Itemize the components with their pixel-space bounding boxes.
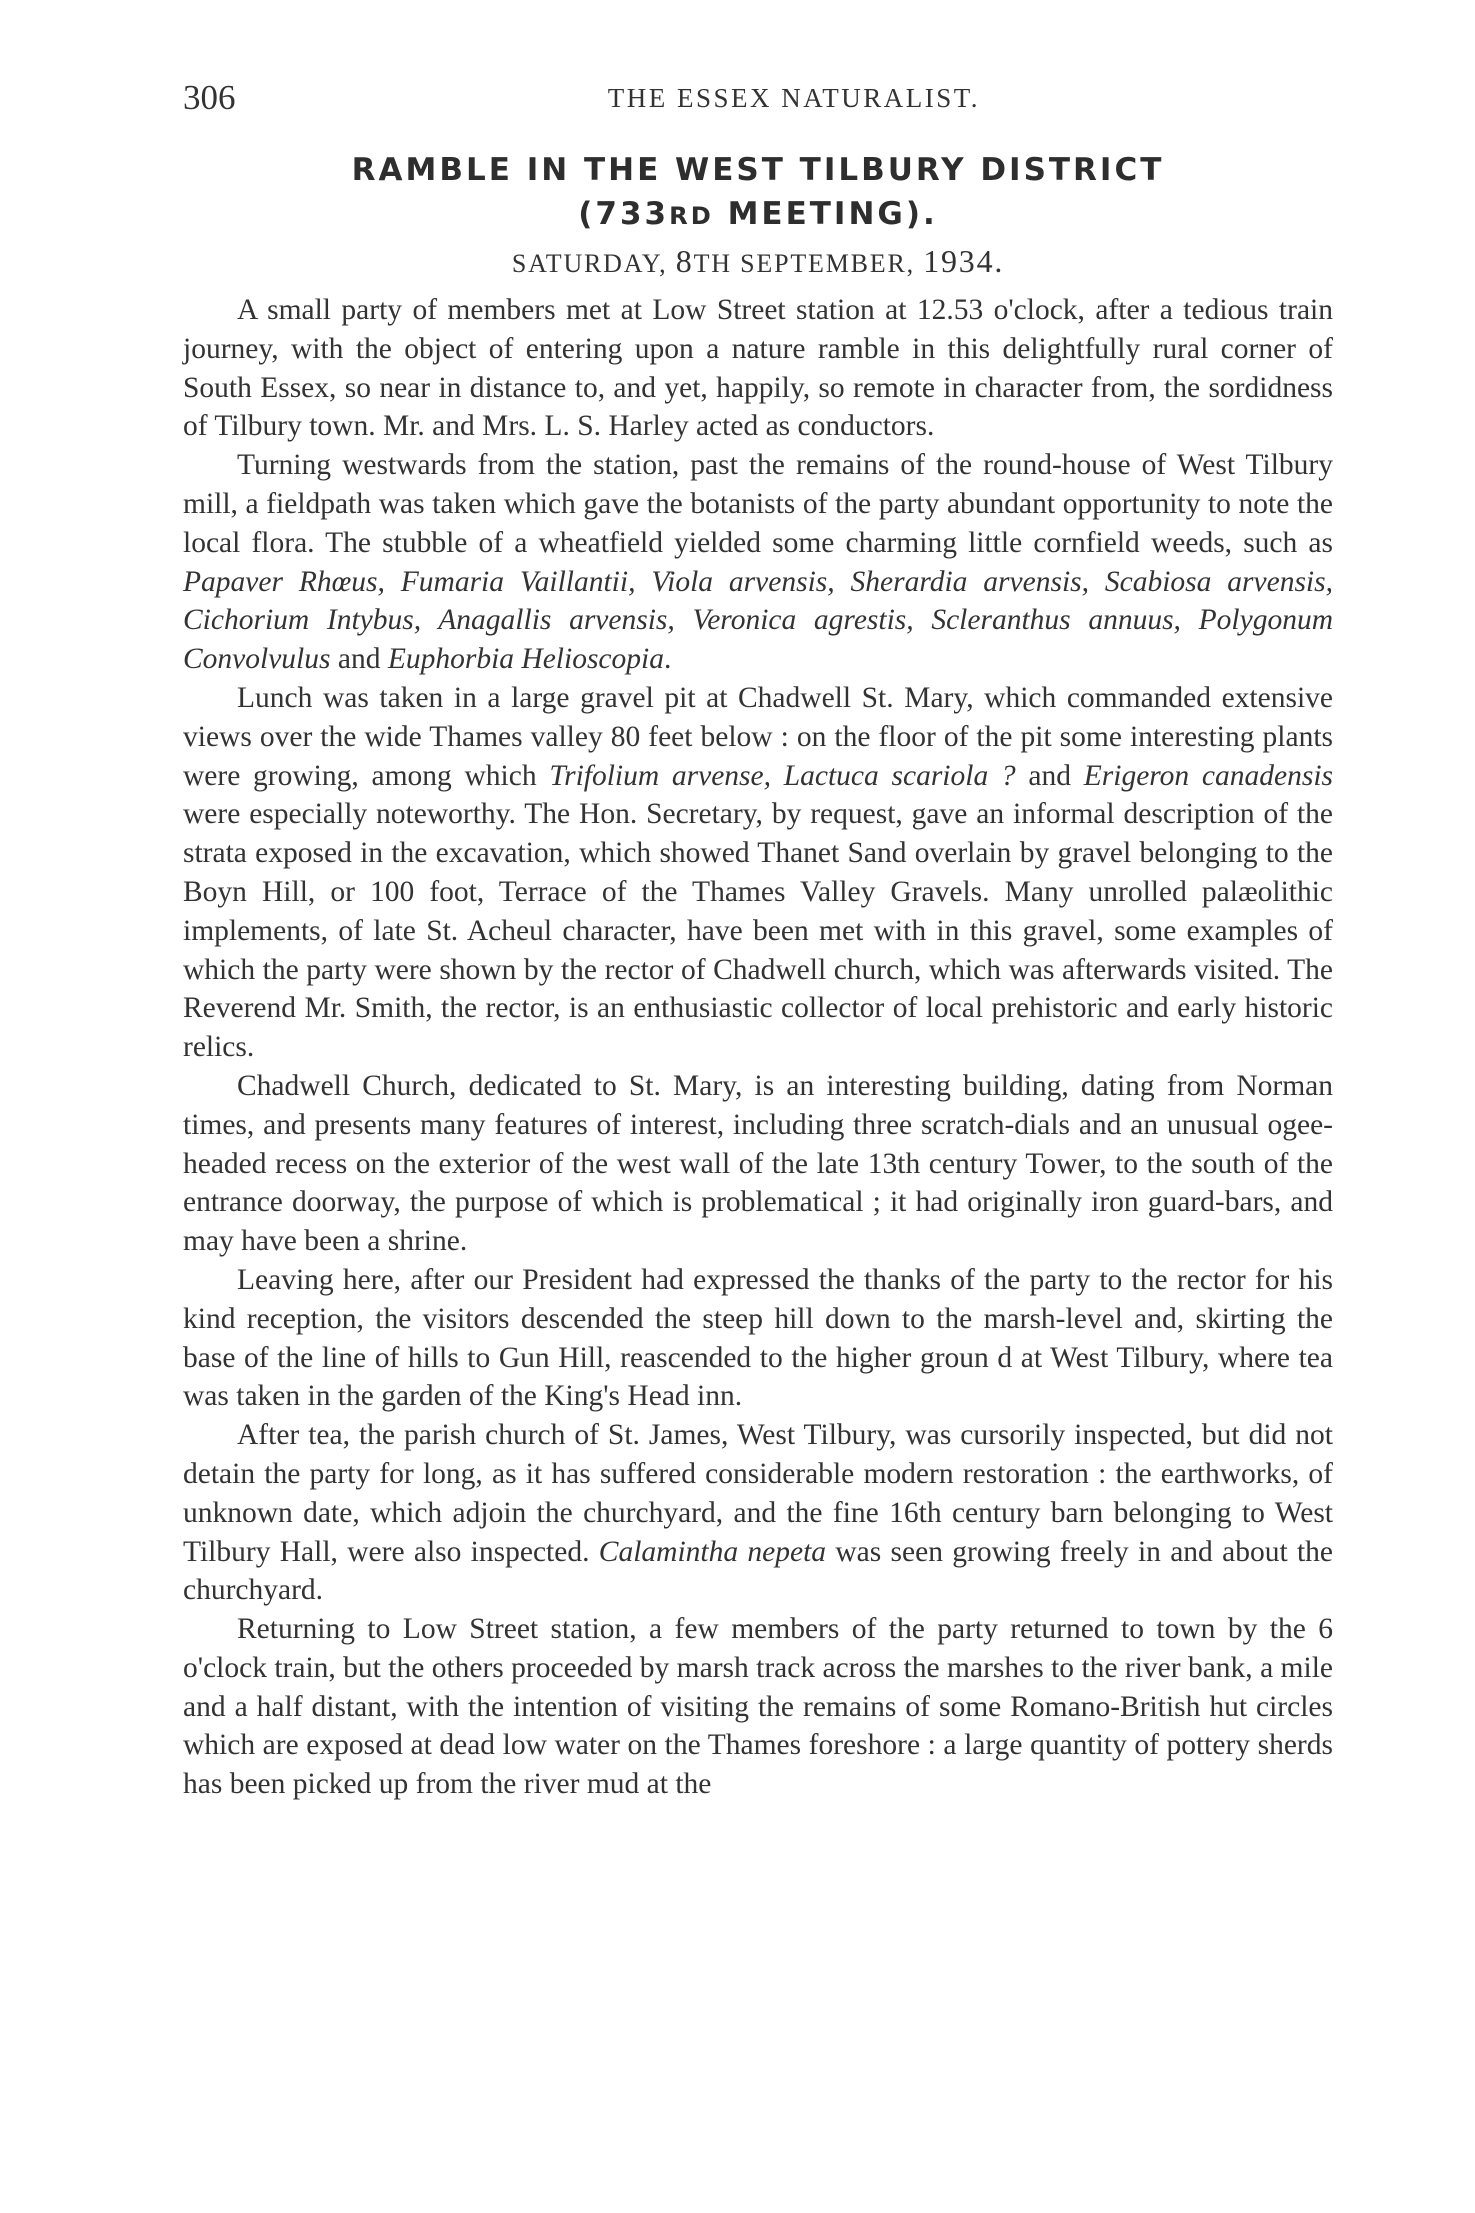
meeting-date <box>183 243 1333 280</box>
species-name: Calamintha nepeta <box>598 1535 827 1568</box>
journal-title: THE ESSEX NATURALIST. <box>607 83 980 113</box>
date-month: TH SEPTEMBER, <box>693 249 924 278</box>
paragraph-6 <box>183 1416 1333 1610</box>
paragraph-3-conjunction: and <box>1015 759 1084 792</box>
species-list: Trifolium arvense, Lactuca scariola ? <box>549 759 1016 792</box>
paragraph-2-end: . <box>663 643 672 676</box>
meeting-label: MEETING). <box>713 196 938 232</box>
article-title <box>183 148 1333 238</box>
running-head <box>183 78 1333 122</box>
article-body <box>183 291 1333 1804</box>
paragraph-3-text: Lunch was taken in a large gravel pit at Chadwell St. Mary, which commanded extensive views over the wide Thames valley 80 feet below : on the floor of the pit some interesting plants were growing, among which <box>183 681 1333 792</box>
paragraph-2-text: Turning westwards from the station, past the remains of the round-house of West Tilbury mill, a fieldpath was taken which gave the botanists of the party abundant opportunity to note the local flora. The stubble of a wheatfield yielded some charming little cornfield weeds, such as <box>183 449 1333 559</box>
species-name: Euphorbia Helioscopia <box>387 643 664 676</box>
meeting-number: (733 <box>578 196 670 232</box>
date-day: 8 <box>675 243 694 279</box>
meeting-number-suffix: RD <box>669 202 714 230</box>
species-list: Papaver Rhœus, Fumaria Vaillantii, Viola arvensis, Sherardia arvensis, Scabiosa arvensis, Cichorium Intybus, Anagallis arvensis, Veronica agrestis, Scleranthus annuus, Polygonum Convolvulus <box>183 565 1333 676</box>
paragraph-4: Chadwell Church, dedicated to St. Mary, is an interesting building, dating from Norman times, and presents many features of interest, including three scratch-dials and an unusual ogee-headed recess on the exterior of the west wall of the late 13th century Tower, to the south of the entrance doorway, the purpose of which is problematical ; it had originally iron guard-bars, and may have been a shrine. <box>183 1069 1333 1258</box>
page-number: 306 <box>183 78 236 117</box>
article-title-line1: RAMBLE IN THE WEST TILBURY DISTRICT <box>351 152 1165 188</box>
paragraph-1: A small party of members met at Low Street station at 12.53 o'clock, after a tedious train journey, with the object of entering upon a nature ramble in this delightfully rural corner of South Essex, so near in distance to, and yet, happily, so remote in character from, the sordidness of Tilbury town. Mr. and Mrs. L. S. Harley acted as conductors. <box>183 294 1333 443</box>
paragraph-6-text: After tea, the parish church of St. James, West Tilbury, was cursorily inspected, but did not detain the party for long, as it has suffered considerable modern restoration : the earthworks, of unknown date, which adjoin the churchyard, and the fine 16th century barn belonging to West Tilbury Hall, were also inspected. <box>183 1419 1333 1568</box>
article-title-line2 <box>183 192 1333 238</box>
paragraph-3 <box>183 679 1333 1067</box>
paragraph-2-conjunction: and <box>330 643 388 676</box>
date-weekday: SATURDAY, <box>511 249 676 278</box>
paragraph-5: Leaving here, after our President had expressed the thanks of the party to the rector for his kind reception, the visitors descended the steep hill down to the marsh-level and, skirting the base of the line of hills to Gun Hill, reascended to the higher groun d at West Tilbury, where tea was taken in the garden of the King's Head inn. <box>183 1263 1333 1413</box>
paragraph-6-rest: was seen growing freely in and about the churchyard. <box>183 1535 1333 1607</box>
paragraph-2 <box>183 446 1333 679</box>
paragraph-7: Returning to Low Street station, a few members of the party returned to town by the 6 o'clock train, but the others proceeded by marsh track across the marshes to the river bank, a mile and a half distant, with the intention of visiting the remains of some Romano-British hut circles which are exposed at dead low water on the Thames foreshore : a large quantity of pottery sherds has been picked up from the river mud at the <box>183 1613 1333 1801</box>
paragraph-3-rest: were especially noteworthy. The Hon. Secretary, by request, gave an informal description of the strata exposed in the excavation, which showed Thanet Sand overlain by gravel belonging to the Boyn Hill, or 100 foot, Terrace of the Thames Valley Gravels. Many unrolled palæolithic implements, of late St. Acheul character, have been met with in this gravel, some examples of which the party were shown by the rector of Chadwell church, which was afterwards visited. The Reverend Mr. Smith, the rector, is an enthusiastic collector of local prehistoric and early historic relics. <box>183 798 1333 1064</box>
species-name: Erigeron canadensis <box>1083 759 1333 792</box>
date-year: 1934. <box>923 243 1005 279</box>
